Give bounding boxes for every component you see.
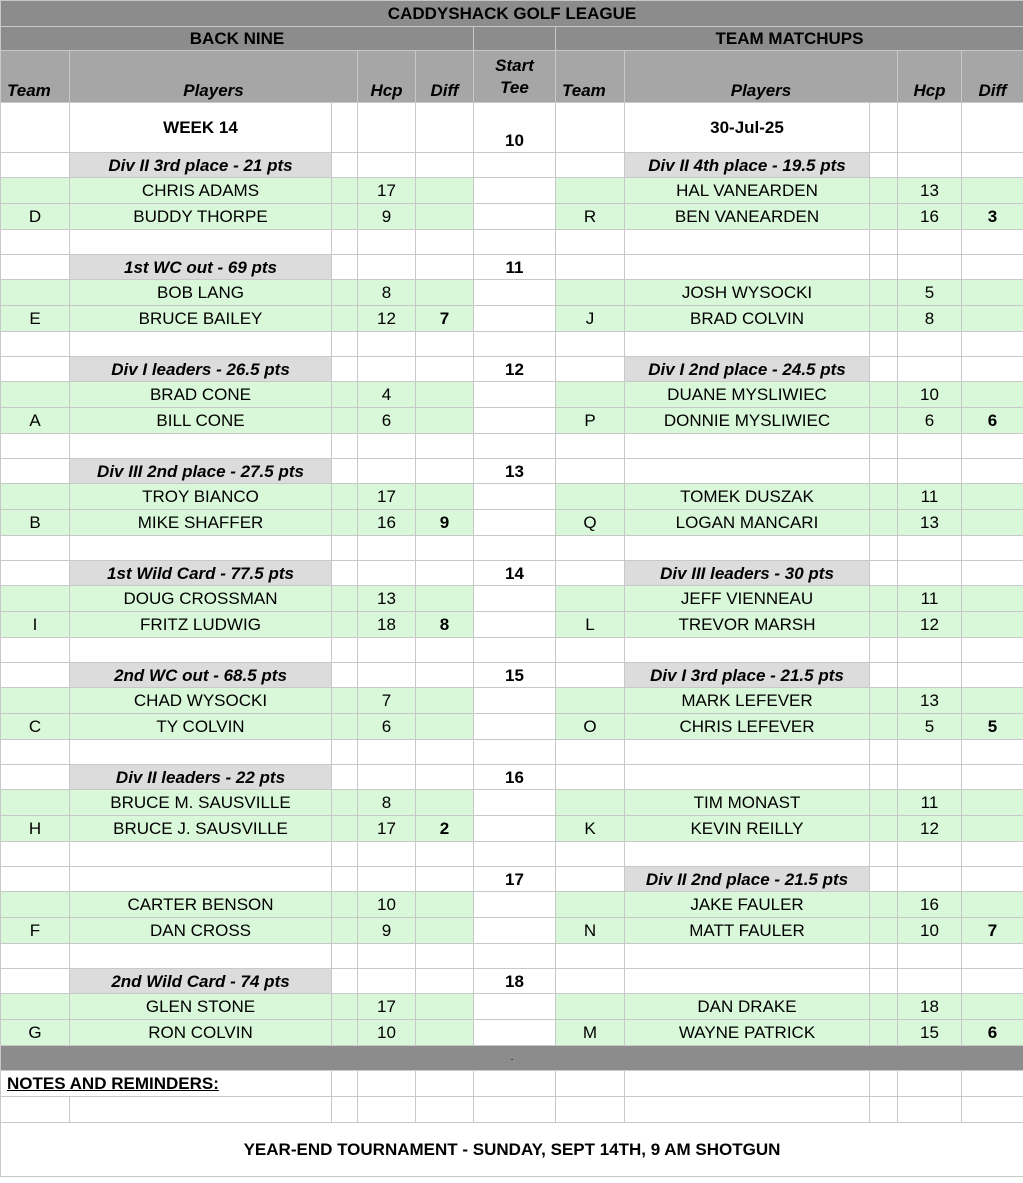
col-players-header-right: Players (625, 51, 898, 103)
team-diff: 6 (962, 1020, 1023, 1046)
col-hcp-header: Hcp (358, 51, 416, 103)
col-start-tee-header (474, 51, 556, 103)
team-letter: R (556, 204, 625, 230)
team-diff: 9 (416, 510, 474, 536)
player-name: BRAD CONE (70, 382, 332, 408)
player-hcp: 10 (898, 382, 962, 408)
start-tee: 15 (474, 663, 556, 688)
player-name: HAL VANEARDEN (625, 178, 870, 204)
team-diff (962, 510, 1023, 536)
notes-heading: NOTES AND REMINDERS: (1, 1071, 332, 1097)
team-letter (556, 790, 625, 816)
team-letter: N (556, 918, 625, 944)
team-diff (416, 484, 474, 510)
team-diff (416, 178, 474, 204)
team-diff (416, 918, 474, 944)
group-label (70, 867, 332, 892)
team-letter: F (1, 918, 70, 944)
team-letter: B (1, 510, 70, 536)
player-hcp: 16 (898, 892, 962, 918)
team-letter (1, 586, 70, 612)
back-nine-heading: BACK NINE (1, 27, 474, 51)
player-hcp: 12 (358, 306, 416, 332)
player-hcp: 5 (898, 280, 962, 306)
start-tee: 12 (474, 357, 556, 382)
player-hcp: 6 (358, 714, 416, 740)
start-tee: 10 (474, 103, 556, 153)
player-hcp: 12 (898, 612, 962, 638)
start-tee: 14 (474, 561, 556, 586)
player-name: DOUG CROSSMAN (70, 586, 332, 612)
group-label: 1st Wild Card - 77.5 pts (70, 561, 332, 586)
team-diff: 7 (416, 306, 474, 332)
team-letter: A (1, 408, 70, 434)
team-diff (962, 382, 1023, 408)
player-hcp: 11 (898, 484, 962, 510)
player-name: BEN VANEARDEN (625, 204, 870, 230)
section-separator: . (1, 1046, 1023, 1071)
team-letter (1, 382, 70, 408)
group-label: Div II leaders - 22 pts (70, 765, 332, 790)
team-diff (962, 790, 1023, 816)
team-letter (556, 484, 625, 510)
player-hcp: 13 (898, 178, 962, 204)
team-letter (1, 892, 70, 918)
team-diff (962, 612, 1023, 638)
player-name: CARTER BENSON (70, 892, 332, 918)
team-letter (556, 688, 625, 714)
player-hcp: 13 (358, 586, 416, 612)
team-diff: 5 (962, 714, 1023, 740)
player-hcp: 10 (358, 892, 416, 918)
team-letter (1, 178, 70, 204)
tee-label: Tee (500, 77, 529, 97)
group-label (625, 765, 870, 790)
team-diff (416, 892, 474, 918)
team-letter (1, 688, 70, 714)
team-diff (416, 790, 474, 816)
player-hcp: 12 (898, 816, 962, 842)
team-diff: 7 (962, 918, 1023, 944)
team-diff (962, 484, 1023, 510)
player-name: TREVOR MARSH (625, 612, 870, 638)
start-label: Start (495, 55, 534, 75)
player-name: JAKE FAULER (625, 892, 870, 918)
team-diff (416, 280, 474, 306)
group-label: Div I 2nd place - 24.5 pts (625, 357, 870, 382)
group-label (625, 459, 870, 484)
player-hcp: 10 (898, 918, 962, 944)
team-letter: Q (556, 510, 625, 536)
player-hcp: 4 (358, 382, 416, 408)
team-diff (416, 994, 474, 1020)
team-letter (556, 586, 625, 612)
group-label: Div II 2nd place - 21.5 pts (625, 867, 870, 892)
team-letter: D (1, 204, 70, 230)
player-hcp: 17 (358, 484, 416, 510)
team-letter: P (556, 408, 625, 434)
team-letter (556, 382, 625, 408)
team-diff (962, 994, 1023, 1020)
team-diff (416, 1020, 474, 1046)
player-name: MIKE SHAFFER (70, 510, 332, 536)
team-diff: 3 (962, 204, 1023, 230)
player-name: RON COLVIN (70, 1020, 332, 1046)
tournament-announcement: YEAR-END TOURNAMENT - SUNDAY, SEPT 14TH, 9 AM SHOTGUN (1, 1123, 1023, 1177)
team-diff (962, 688, 1023, 714)
team-diff (416, 714, 474, 740)
group-label: 1st WC out - 69 pts (70, 255, 332, 280)
team-diff (962, 280, 1023, 306)
team-matchups-heading: TEAM MATCHUPS (556, 27, 1023, 51)
group-label: Div I leaders - 26.5 pts (70, 357, 332, 382)
player-hcp: 17 (358, 816, 416, 842)
player-hcp: 16 (358, 510, 416, 536)
player-name: MATT FAULER (625, 918, 870, 944)
team-letter: C (1, 714, 70, 740)
player-hcp: 11 (898, 586, 962, 612)
player-hcp: 13 (898, 688, 962, 714)
col-diff-header-right: Diff (962, 51, 1023, 103)
team-diff (962, 816, 1023, 842)
team-diff: 2 (416, 816, 474, 842)
player-name: DAN CROSS (70, 918, 332, 944)
player-hcp: 13 (898, 510, 962, 536)
player-hcp: 11 (898, 790, 962, 816)
player-hcp: 6 (898, 408, 962, 434)
player-hcp: 9 (358, 918, 416, 944)
group-label: Div II 3rd place - 21 pts (70, 153, 332, 178)
player-name: MARK LEFEVER (625, 688, 870, 714)
start-tee: 18 (474, 969, 556, 994)
start-tee: 11 (474, 255, 556, 280)
start-tee: 17 (474, 867, 556, 892)
week-label: WEEK 14 (70, 103, 332, 153)
player-name: BUDDY THORPE (70, 204, 332, 230)
player-name: CHAD WYSOCKI (70, 688, 332, 714)
player-name: JEFF VIENNEAU (625, 586, 870, 612)
player-name: BRUCE J. SAUSVILLE (70, 816, 332, 842)
player-hcp: 18 (358, 612, 416, 638)
team-letter: I (1, 612, 70, 638)
group-label: Div III leaders - 30 pts (625, 561, 870, 586)
col-players-header: Players (70, 51, 358, 103)
group-label (625, 255, 870, 280)
player-hcp: 5 (898, 714, 962, 740)
team-letter: G (1, 1020, 70, 1046)
player-name: BRUCE BAILEY (70, 306, 332, 332)
player-name: LOGAN MANCARI (625, 510, 870, 536)
player-name: TOMEK DUSZAK (625, 484, 870, 510)
player-name: BOB LANG (70, 280, 332, 306)
player-name: DONNIE MYSLIWIEC (625, 408, 870, 434)
col-team-header: Team (1, 51, 70, 103)
team-diff (416, 586, 474, 612)
player-name: TIM MONAST (625, 790, 870, 816)
player-hcp: 8 (358, 280, 416, 306)
player-name: BRAD COLVIN (625, 306, 870, 332)
team-diff: 6 (962, 408, 1023, 434)
team-diff (962, 586, 1023, 612)
player-name: KEVIN REILLY (625, 816, 870, 842)
team-letter (1, 484, 70, 510)
player-hcp: 7 (358, 688, 416, 714)
player-hcp: 6 (358, 408, 416, 434)
group-label: Div III 2nd place - 27.5 pts (70, 459, 332, 484)
team-letter: M (556, 1020, 625, 1046)
team-letter (1, 790, 70, 816)
player-hcp: 18 (898, 994, 962, 1020)
player-name: JOSH WYSOCKI (625, 280, 870, 306)
team-letter (556, 280, 625, 306)
team-letter (556, 892, 625, 918)
league-title: CADDYSHACK GOLF LEAGUE (1, 1, 1023, 27)
team-diff (416, 204, 474, 230)
player-hcp: 17 (358, 994, 416, 1020)
team-diff (962, 892, 1023, 918)
col-hcp-header-right: Hcp (898, 51, 962, 103)
player-name: DUANE MYSLIWIEC (625, 382, 870, 408)
player-hcp: 17 (358, 178, 416, 204)
player-name: TROY BIANCO (70, 484, 332, 510)
team-diff (416, 382, 474, 408)
start-tee: 16 (474, 765, 556, 790)
player-name: DAN DRAKE (625, 994, 870, 1020)
team-diff (962, 306, 1023, 332)
player-name: TY COLVIN (70, 714, 332, 740)
team-letter: L (556, 612, 625, 638)
team-letter (1, 994, 70, 1020)
team-letter: O (556, 714, 625, 740)
team-letter (1, 280, 70, 306)
team-diff (962, 178, 1023, 204)
player-name: WAYNE PATRICK (625, 1020, 870, 1046)
team-letter: H (1, 816, 70, 842)
team-letter: J (556, 306, 625, 332)
date-label: 30-Jul-25 (625, 103, 870, 153)
player-name: CHRIS ADAMS (70, 178, 332, 204)
team-diff: 8 (416, 612, 474, 638)
player-name: BILL CONE (70, 408, 332, 434)
group-label: 2nd Wild Card - 74 pts (70, 969, 332, 994)
team-letter (556, 178, 625, 204)
group-label: Div I 3rd place - 21.5 pts (625, 663, 870, 688)
team-letter (556, 994, 625, 1020)
group-label: Div II 4th place - 19.5 pts (625, 153, 870, 178)
team-letter: K (556, 816, 625, 842)
group-label (625, 969, 870, 994)
col-team-header-right: Team (556, 51, 625, 103)
team-diff (416, 688, 474, 714)
player-hcp: 16 (898, 204, 962, 230)
player-name: CHRIS LEFEVER (625, 714, 870, 740)
group-label: 2nd WC out - 68.5 pts (70, 663, 332, 688)
player-name: BRUCE M. SAUSVILLE (70, 790, 332, 816)
team-letter: E (1, 306, 70, 332)
player-hcp: 9 (358, 204, 416, 230)
player-hcp: 8 (898, 306, 962, 332)
player-hcp: 15 (898, 1020, 962, 1046)
col-diff-header: Diff (416, 51, 474, 103)
team-diff (416, 408, 474, 434)
start-tee: 13 (474, 459, 556, 484)
player-hcp: 10 (358, 1020, 416, 1046)
player-hcp: 8 (358, 790, 416, 816)
player-name: GLEN STONE (70, 994, 332, 1020)
player-name: FRITZ LUDWIG (70, 612, 332, 638)
